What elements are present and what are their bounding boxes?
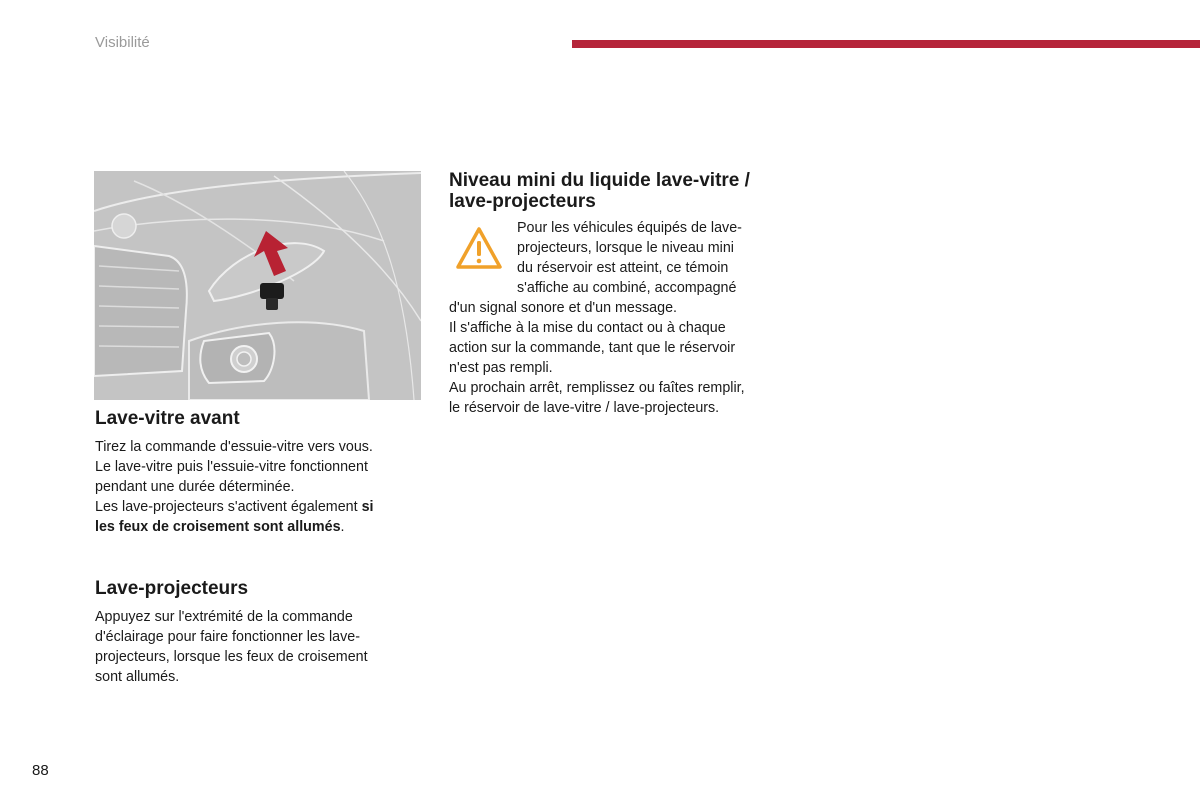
bold-text: si [361,499,374,515]
heading-line: lave-projecteurs [449,191,596,212]
page-number: 88 [32,762,49,779]
warning-triangle-icon [456,226,502,270]
heading-line: Niveau mini du liquide lave-vitre / [449,170,750,191]
heading-niveau-mini [449,170,779,212]
text-line: sont allumés. [95,669,180,685]
text-line: Au prochain arrêt, remplissez ou faîtes remplir, [449,380,745,396]
header-accent-bar [572,40,1200,48]
paragraph-niveau-mini [449,298,779,418]
paragraph-lave-vitre-avant [95,437,415,537]
text-line: projecteurs, lorsque le niveau mini [517,240,734,256]
text-span: . [340,519,345,535]
text-line: Appuyez sur l'extrémité de la commande [95,609,353,625]
text-line: Le lave-vitre puis l'essuie-vitre fonctionnent [95,459,368,475]
text-line: d'éclairage pour faire fonctionner les lave- [95,629,360,645]
text-line: action sur la commande, tant que le réservoir [449,340,736,356]
text-line: n'est pas rempli. [449,360,553,376]
section-label: Visibilité [95,34,150,51]
text-line: Pour les véhicules équipés de lave- [517,220,742,236]
text-line: Tirez la commande d'essuie-vitre vers vous. [95,439,373,455]
text-line: d'un signal sonore et d'un message. [449,300,678,316]
car-front-washer-illustration [94,171,421,400]
text-line: s'affiche au combiné, accompagné [517,280,737,296]
text-line: le réservoir de lave-vitre / lave-projecteurs. [449,400,720,416]
text-span: Les lave-projecteurs s'activent également [95,499,362,515]
text-line: pendant une durée déterminée. [95,479,295,495]
bold-text: les feux de croisement sont allumés [95,519,341,535]
text-line [95,517,415,537]
heading-lave-vitre-avant: Lave-vitre avant [95,408,240,429]
paragraph-lave-projecteurs [95,607,415,687]
heading-lave-projecteurs: Lave-projecteurs [95,578,249,599]
text-line: Il s'affiche à la mise du contact ou à chaque [449,320,726,336]
text-line: du réservoir est atteint, ce témoin [517,260,729,276]
text-line [95,497,415,517]
warning-block [449,218,779,298]
text-line: projecteurs, lorsque les feux de croisement [95,649,368,665]
